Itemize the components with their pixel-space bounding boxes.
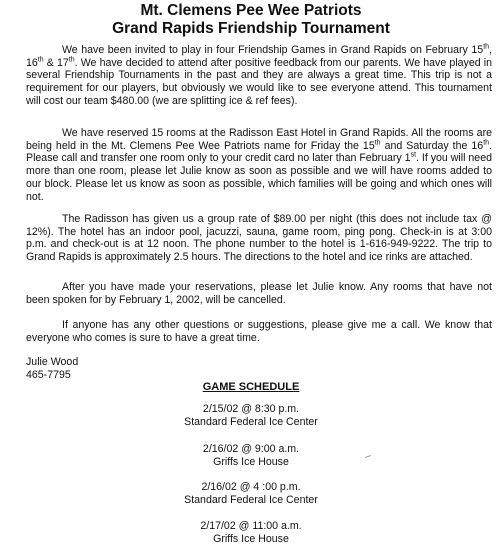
game-datetime: 2/17/02 @ 11:00 a.m. <box>200 520 302 532</box>
game-venue: Griffs Ice House <box>213 532 289 545</box>
game-venue: Griffs Ice House <box>213 455 289 468</box>
schedule-item <box>0 403 502 428</box>
paragraph-invitation: We have been invited to play in four Friendship Games in Grand Rapids on February 15th, 16th & 17th. We have decided to attend after positive feedback from our parents. We have played in several Friendship Tournaments in the past and they are always a great time. This trip is not a requirement for our players, but obviously we would like to see everyone attend. This tournament will cost our team $480.00 (we are splitting ice & ref fees). <box>26 43 492 107</box>
paragraph-hotel-details: The Radisson has given us a group rate of $89.00 per night (this does not include tax @ 12%). The hotel has an indoor pool, jacuzzi, sauna, game room, ping pong. Check-in is at 3:00 p.m. and check-out is at 12 noon. The phone number to the hotel is 1-616-949-9222. The trip to Grand Rapids is approximately 2.5 hours. The directions to the hotel and ice rinks are attached. <box>26 213 492 264</box>
document-subtitle: Grand Rapids Friendship Tournament <box>112 20 390 37</box>
game-datetime: 2/16/02 @ 4 :00 p.m. <box>201 481 301 493</box>
schedule-heading: GAME SCHEDULE <box>202 381 300 393</box>
paragraph-hotel-rooms: We have reserved 15 rooms at the Radisson East Hotel in Grand Rapids. All the rooms are being held in the Mt. Clemens Pee Wee Patriots name for Friday the 15th and Saturday the 16th. Please call and transfer one room only to your credit card no later than February 1st. If you will need more than one room, please let Julie know as soon as possible and we will have rooms added to our block. Please let us know as soon as possible, which families will be going and which ones will not. <box>26 127 492 203</box>
schedule-item <box>0 443 502 468</box>
schedule-item <box>0 481 502 506</box>
game-venue: Standard Federal Ice Center <box>184 415 318 428</box>
paragraph-closing: If anyone has any other questions or suggestions, please give me a call. We know that everyone who comes is sure to have a great time. <box>26 319 492 344</box>
document-title: Mt. Clemens Pee Wee Patriots <box>140 2 362 19</box>
schedule-item <box>0 520 502 545</box>
game-venue: Standard Federal Ice Center <box>184 493 318 506</box>
signature <box>26 356 78 381</box>
signature-name: Julie Wood <box>26 356 79 368</box>
game-datetime: 2/16/02 @ 9:00 a.m. <box>202 443 300 455</box>
game-datetime: 2/15/02 @ 8:30 p.m. <box>202 403 300 415</box>
signature-phone: 465-7795 <box>26 368 71 381</box>
paragraph-reservations: After you have made your reservations, please let Julie know. Any rooms that have not been spoken for by February 1, 2002, will be cancelled. <box>26 281 492 306</box>
